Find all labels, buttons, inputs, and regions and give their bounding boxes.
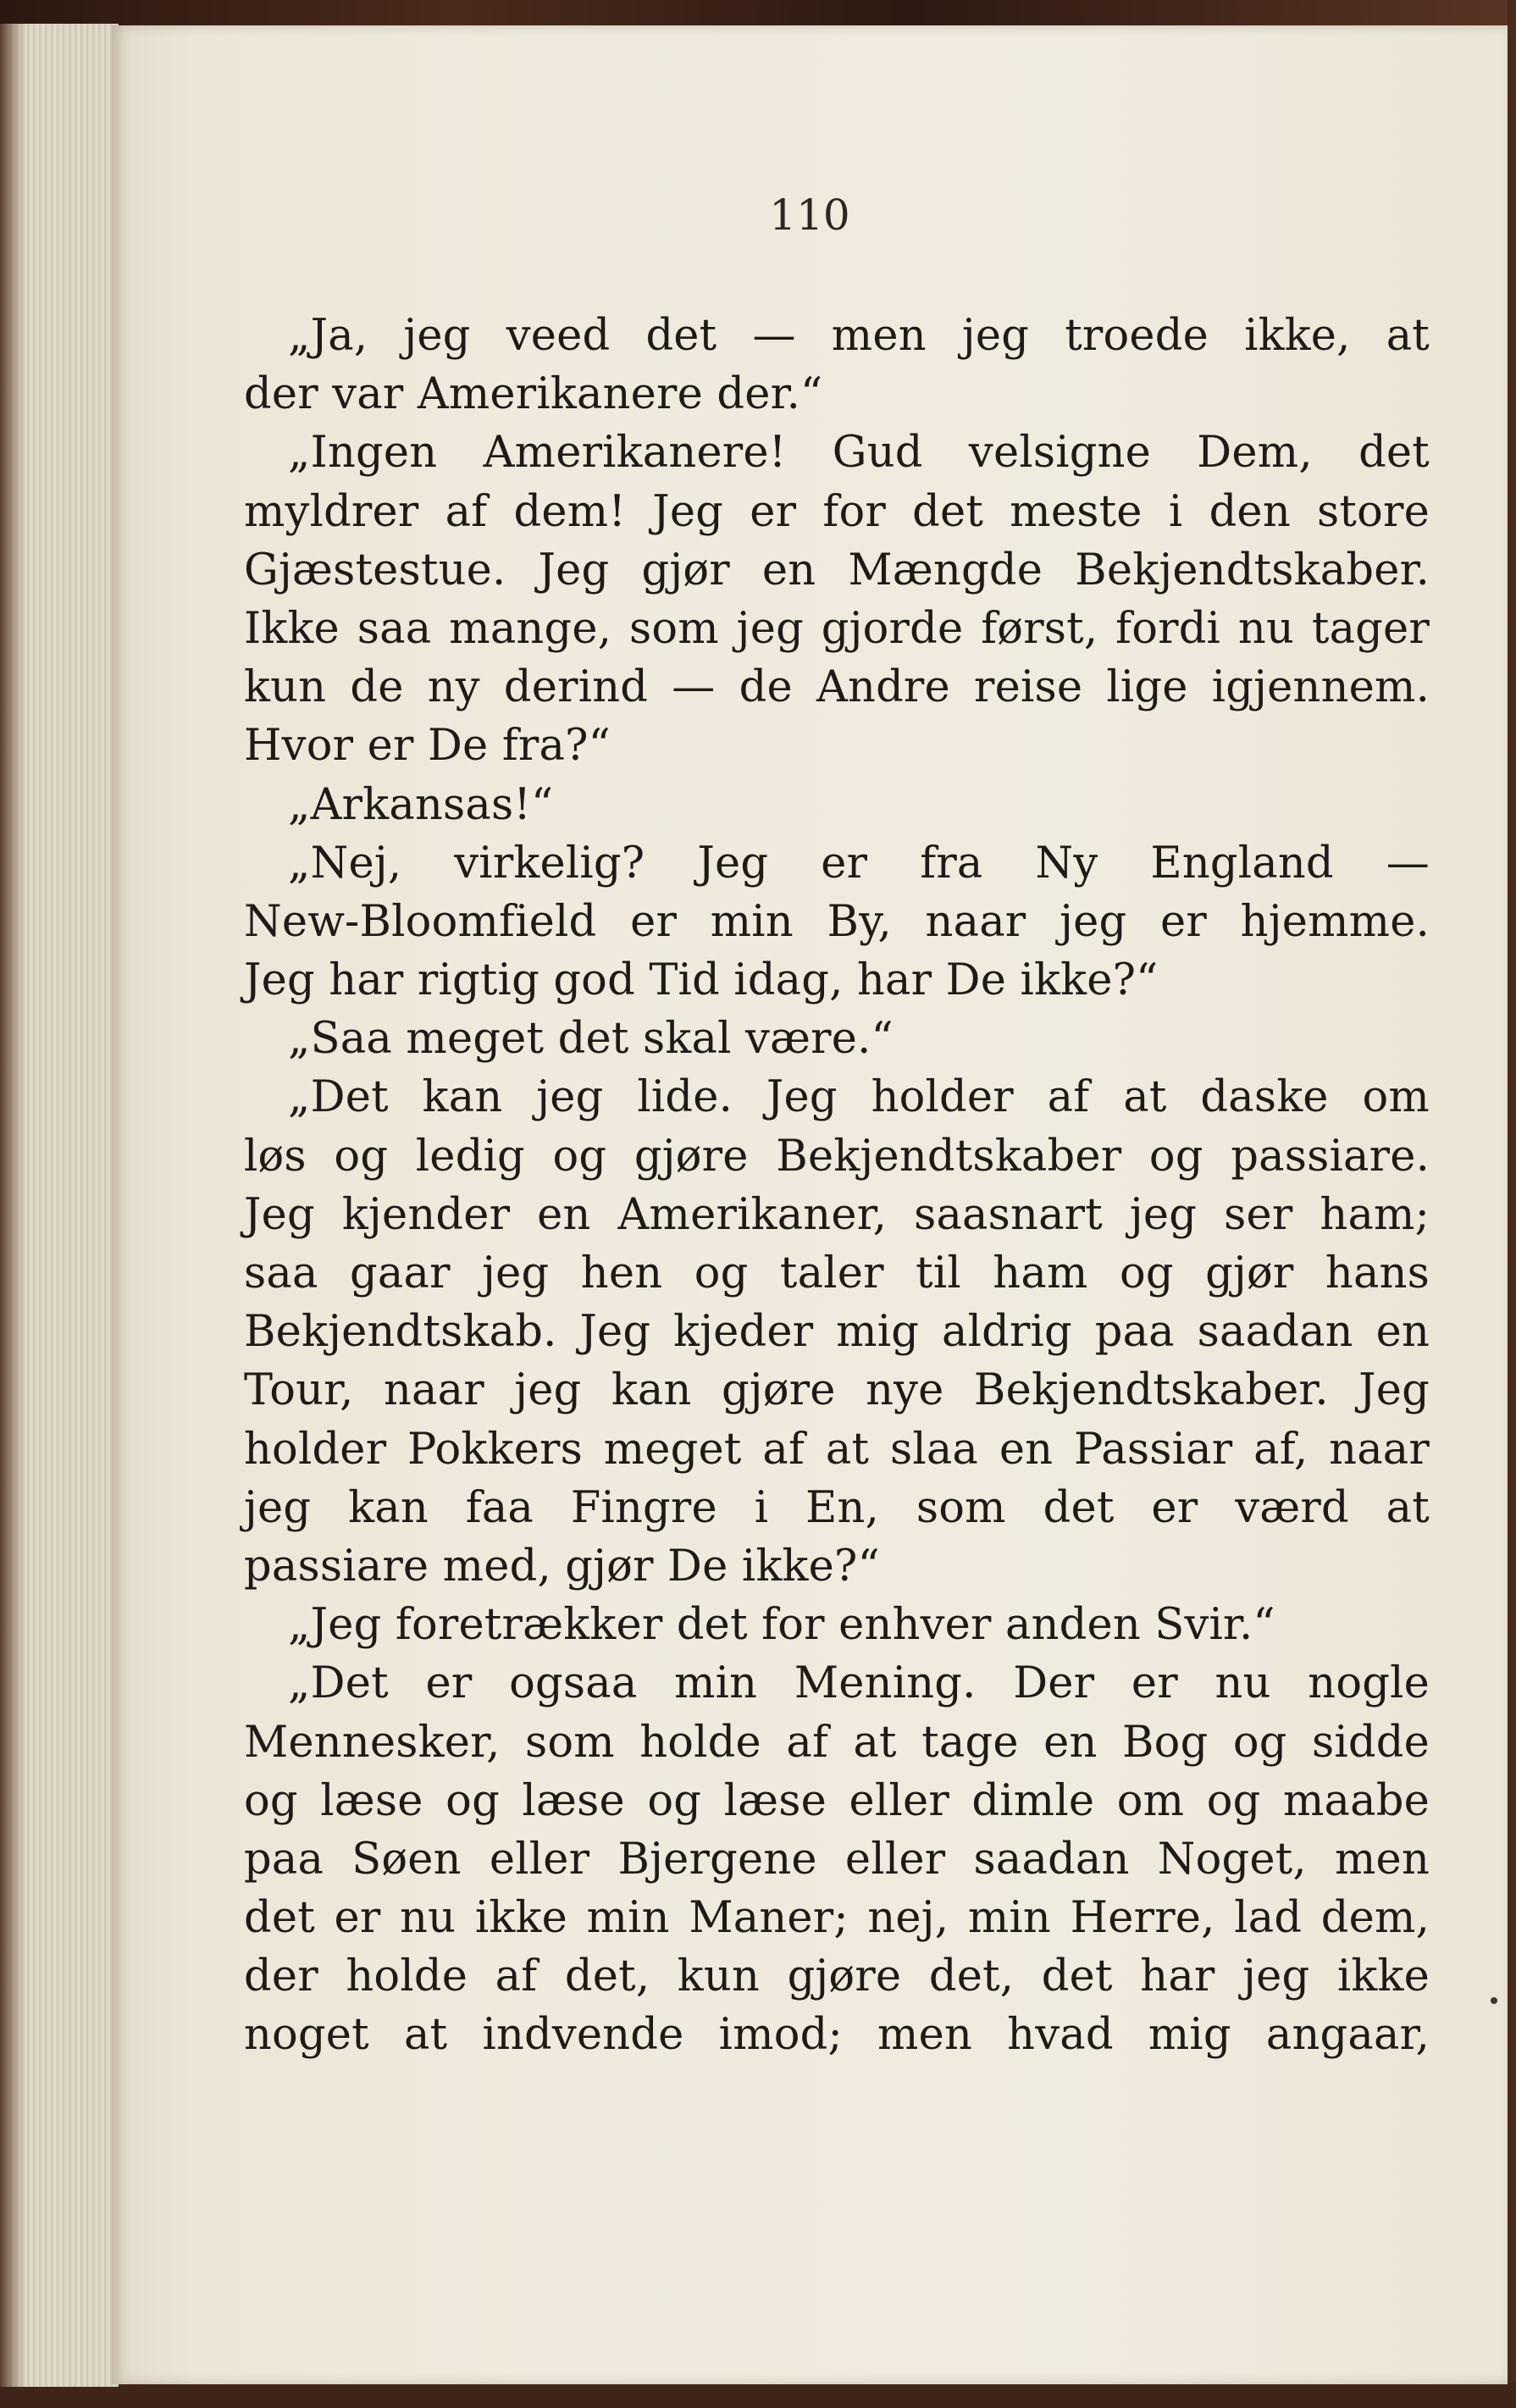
text-line: „Arkansas!“	[288, 779, 554, 830]
text-line: Gjæstestue. Jeg gjør en Mængde Bekjendtskaber.	[244, 545, 1430, 595]
text-line: New-Bloomfield er min By, naar jeg er hjemme.	[244, 896, 1430, 947]
text-line: løs og ledig og gjøre Bekjendtskaber og passiare.	[244, 1131, 1430, 1182]
text-line: jeg kan faa Fingre i En, som det er værd at	[244, 1482, 1430, 1533]
text-line: „Det er ogsaa min Mening. Der er nu nogle	[288, 1658, 1430, 1709]
text-line: „Nej, virkelig? Jeg er fra Ny England —	[288, 838, 1430, 888]
text-line: „Jeg foretrækker det for enhver anden Svir.“	[288, 1600, 1275, 1651]
text-line: der holde af det, kun gjøre det, det har jeg ikke	[244, 1951, 1430, 2002]
book-edge-top	[0, 0, 1516, 29]
book-edge-right	[1508, 0, 1516, 2408]
text-line: passiare med, gjør De ikke?“	[244, 1541, 880, 1591]
text-line: „Saa meget det skal være.“	[288, 1014, 894, 1065]
text-line: Ikke saa mange, som jeg gjorde først, fordi nu tager	[244, 603, 1430, 654]
text-line: Jeg kjender en Amerikaner, saasnart jeg ser ham;	[244, 1189, 1430, 1240]
text-line: myldrer af dem! Jeg er for det meste i den store	[244, 486, 1430, 537]
text-line: saa gaar jeg hen og taler til ham og gjør hans	[244, 1248, 1430, 1298]
text-line: Mennesker, som holde af at tage en Bog og sidde	[244, 1717, 1430, 1768]
text-line: og læse og læse og læse eller dimle om og maabe	[244, 1775, 1430, 1826]
text-line: Bekjendtskab. Jeg kjeder mig aldrig paa saadan en	[244, 1307, 1430, 1358]
book-edge-bottom	[0, 2383, 1516, 2408]
text-line: kun de ny derind — de Andre reise lige igjennem.	[244, 662, 1430, 713]
page-text	[244, 307, 1430, 2065]
text-line: Hvor er De fra?“	[244, 721, 611, 772]
text-line: der var Amerikanere der.“	[244, 369, 823, 420]
text-line: holder Pokkers meget af at slaa en Passiar af, naar	[244, 1424, 1430, 1475]
text-line: Jeg har rigtig god Tid idag, har De ikke?“	[244, 955, 1159, 1006]
text-line: Tour, naar jeg kan gjøre nye Bekjendtskaber. Jeg	[244, 1365, 1430, 1416]
text-line: det er nu ikke min Maner; nej, min Herre, lad dem,	[244, 1893, 1430, 1944]
page-number: 110	[769, 191, 850, 240]
text-line: noget at indvende imod; men hvad mig angaar,	[244, 2010, 1430, 2061]
text-line: „Ingen Amerikanere! Gud velsigne Dem, det	[288, 428, 1430, 479]
page-stack-shadow	[0, 24, 25, 2387]
text-line: paa Søen eller Bjergene eller saadan Noget, men	[244, 1834, 1430, 1885]
margin-mark	[1491, 1997, 1497, 2004]
text-line: „Det kan jeg lide. Jeg holder af at daske om	[288, 1072, 1430, 1123]
text-line: „Ja, jeg veed det — men jeg troede ikke, at	[288, 311, 1430, 361]
